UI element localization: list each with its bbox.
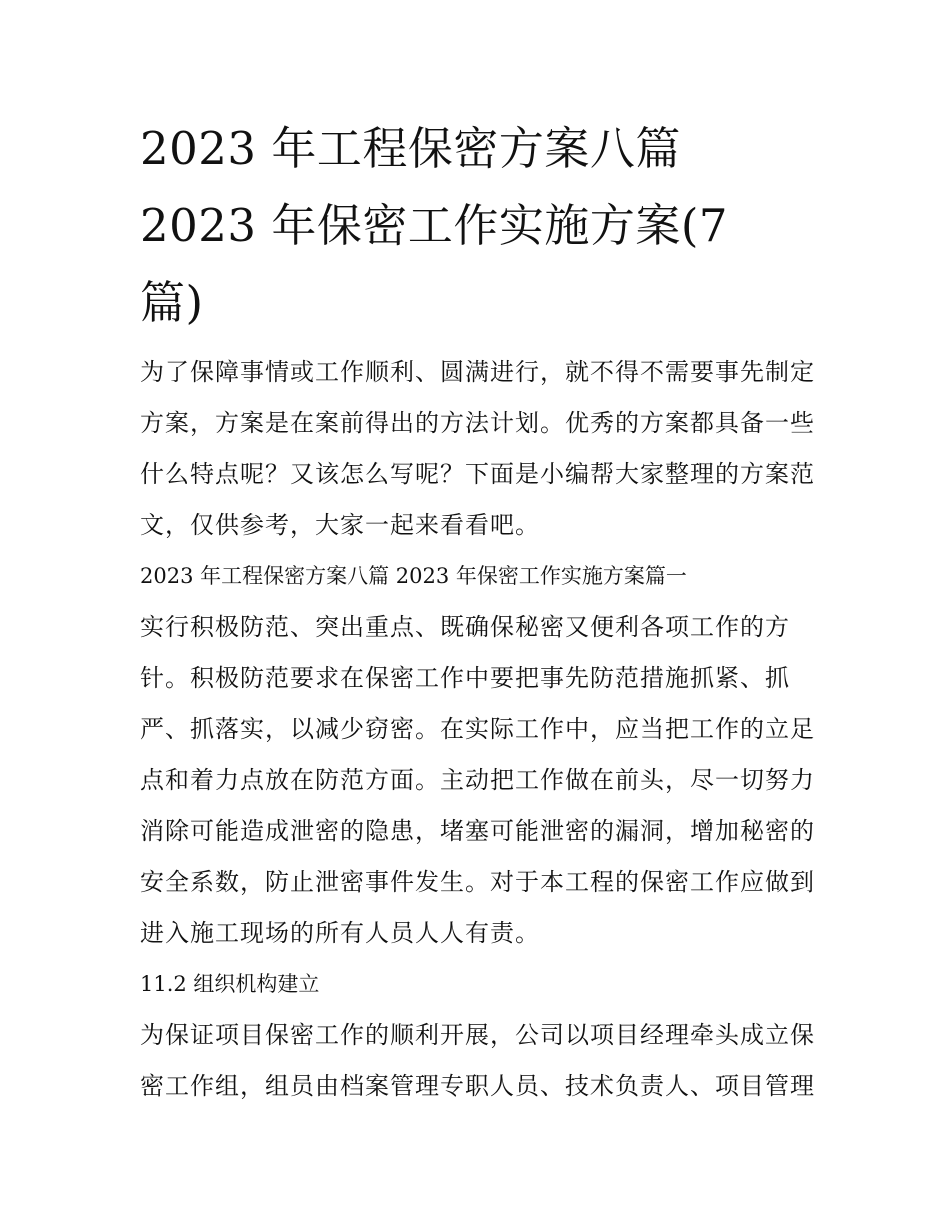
intro-line: 什么特点呢？又该怎么写呢？下面是小编帮大家整理的方案范 — [140, 460, 815, 488]
body-line: 点和着力点放在防范方面。主动把工作做在前头，尽一切努力 — [140, 766, 815, 794]
document-content — [140, 110, 820, 1112]
body-line: 为保证项目保密工作的顺利开展，公司以项目经理牵头成立保 — [140, 1021, 815, 1049]
title-line-3: 篇) — [140, 276, 204, 329]
body-line: 针。积极防范要求在保密工作中要把事先防范措施抓紧、抓 — [140, 664, 790, 692]
body-line: 严、抓落实，以减少窃密。在实际工作中，应当把工作的立足 — [140, 715, 815, 743]
title-line-2: 2023 年保密工作实施方案(7 — [140, 199, 729, 252]
section-body-2 — [140, 1010, 820, 1112]
title-line-1: 2023 年工程保密方案八篇 — [140, 122, 681, 175]
intro-line: 方案，方案是在案前得出的方法计划。优秀的方案都具备一些 — [140, 409, 815, 437]
intro-line: 文，仅供参考，大家一起来看看吧。 — [140, 511, 540, 539]
body-line: 消除可能造成泄密的隐患，堵塞可能泄密的漏洞，增加秘密的 — [140, 817, 815, 845]
body-line: 实行积极防范、突出重点、既确保秘密又便利各项工作的方 — [140, 613, 790, 641]
section-heading-2: 11.2 组织机构建立 — [140, 972, 320, 996]
body-line: 安全系数，防止泄密事件发生。对于本工程的保密工作应做到 — [140, 868, 815, 896]
section-body-1 — [140, 602, 820, 959]
section-heading-1: 2023 年工程保密方案八篇 2023 年保密工作实施方案篇一 — [140, 564, 687, 588]
document-title — [140, 110, 820, 341]
body-line: 密工作组，组员由档案管理专职人员、技术负责人、项目管理 — [140, 1072, 815, 1100]
body-line: 进入施工现场的所有人员人人有责。 — [140, 919, 540, 947]
intro-paragraph — [140, 347, 820, 551]
intro-line: 为了保障事情或工作顺利、圆满进行，就不得不需要事先制定 — [140, 358, 815, 386]
